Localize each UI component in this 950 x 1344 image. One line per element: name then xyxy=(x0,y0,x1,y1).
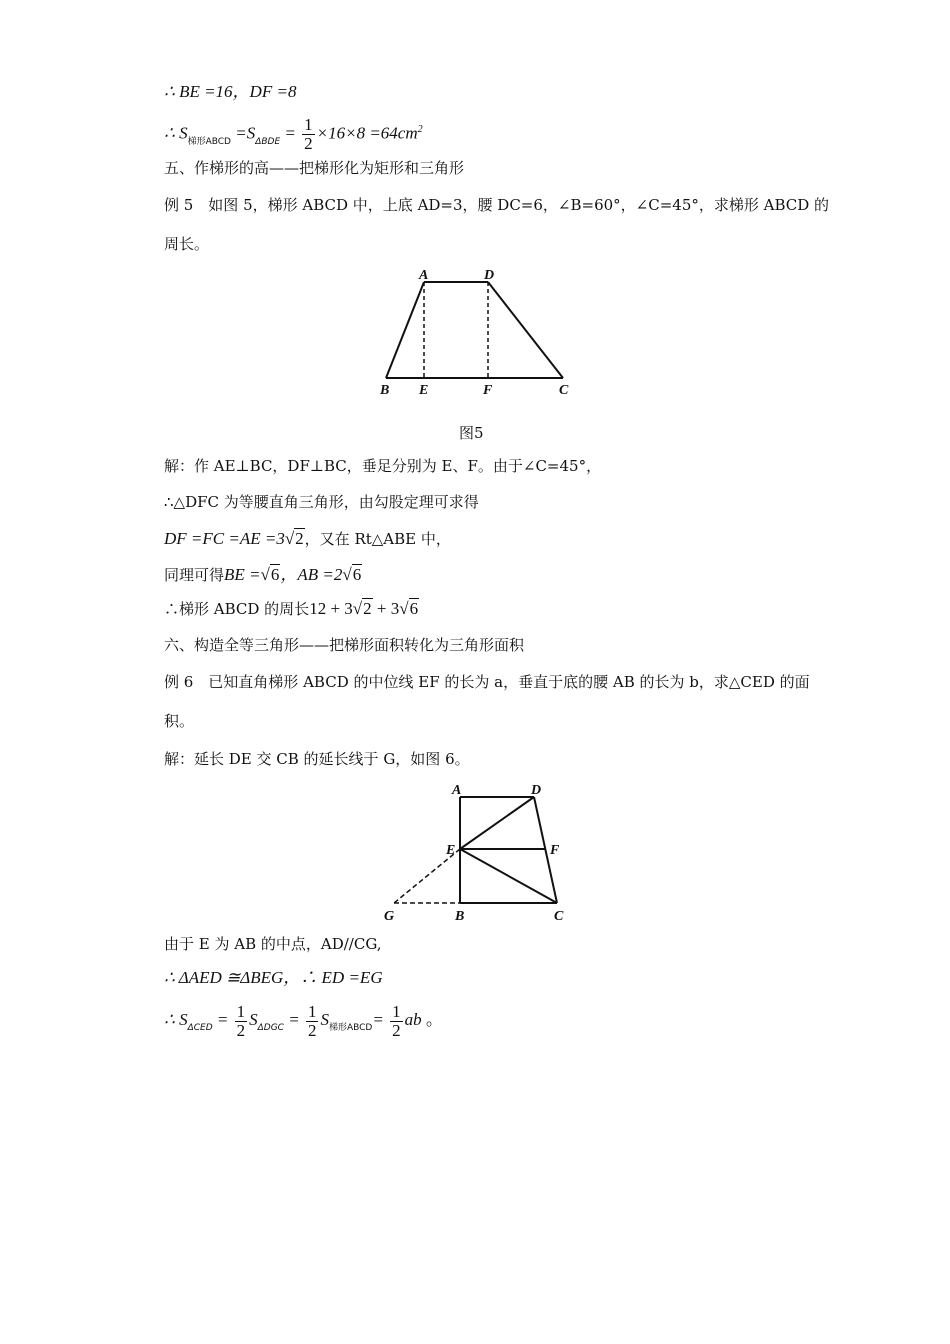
sqrt-6: √6 xyxy=(342,565,362,584)
solution-6-area-chain: ∴ $S_{\Delta CED}$ = $\frac{1}{2}$ $S_{\Delta DGC}$ = $\frac{1}{2}$ $S_{梯形ABCD}=$ $\frac{1}{2}$ ab 。 xyxy=(164,1001,443,1040)
area-subscript: ΔBDE xyxy=(255,136,281,147)
solution-6-line-2: 由于 E 为 AB 的中点，AD//CG, xyxy=(164,935,382,953)
rt-abe-text: ，又在 Rt△ABE 中， xyxy=(304,530,451,548)
area-symbol: ∴ S xyxy=(164,123,188,143)
ab-eq: ，AB =2 xyxy=(280,565,343,584)
figure-6-right-trapezoid xyxy=(380,780,580,925)
label-e: E xyxy=(446,843,456,858)
similarly-text: 同理可得 xyxy=(164,566,225,584)
solution-5-line-4 xyxy=(164,564,362,586)
fraction-half: $\frac{1}{2}$ xyxy=(307,1001,317,1040)
be-eq: BE = xyxy=(224,565,261,584)
fraction-half: $\frac{1}{2}$ xyxy=(304,115,313,154)
sqrt-2: √2 xyxy=(352,599,372,618)
sqrt-2: √2 xyxy=(284,529,304,548)
solution-5-line-2: ∴△DFC 为等腰直角三角形，由勾股定理可求得 xyxy=(164,493,479,511)
fraction-half: $\frac{1}{2}$ xyxy=(392,1001,401,1040)
figure-5-trapezoid xyxy=(376,264,582,398)
perimeter-term: 12 + 3 xyxy=(309,599,353,618)
label-e: E xyxy=(419,383,429,398)
label-d: D xyxy=(531,783,542,798)
label-c: C xyxy=(554,909,564,924)
label-a: A xyxy=(452,783,462,798)
label-f: F xyxy=(483,383,493,398)
area-eq: =S xyxy=(230,123,256,143)
label-f: F xyxy=(550,843,560,858)
label-b: B xyxy=(380,383,390,398)
example-6-text-cont: 积。 xyxy=(164,712,195,730)
solution-5-line-1: 解：作 AE⊥BC，DF⊥BC，垂足分别为 E、F。由于∠C=45°， xyxy=(164,457,602,475)
figure-5-caption: 图5 xyxy=(459,424,484,442)
label-d: D xyxy=(484,268,495,283)
sqrt-6: √6 xyxy=(399,599,419,618)
solution-6-line-1: 解：延长 DE 交 CB 的延长线于 G，如图 6。 xyxy=(164,750,470,768)
be-df-equation: ∴ BE =16，DF =8 xyxy=(164,82,297,101)
section-heading-5: 五、作梯形的高——把梯形化为矩形和三角形 xyxy=(164,159,465,177)
example-6-text: 例 6 已知直角梯形 ABCD 的中位线 EF 的长为 a，垂直于底的腰 AB 的长为 b，求△CED 的面 xyxy=(164,673,810,691)
perimeter-text: ∴梯形 ABCD 的周长 xyxy=(164,600,310,618)
label-g: G xyxy=(384,909,395,924)
example-5-text: 例 5 如图 5，梯形 ABCD 中，上底 AD=3，腰 DC=6，∠B=60°，∠C=45°，求梯形 ABCD 的 xyxy=(164,196,830,214)
exponent: 2 xyxy=(417,124,423,135)
solution-5-line-3 xyxy=(164,528,451,550)
area-subscript: 梯形ABCD xyxy=(187,136,231,147)
perimeter-term: + 3 xyxy=(372,599,400,618)
area-result: ×16×8 =64cm xyxy=(316,123,418,143)
label-c: C xyxy=(559,383,569,398)
sqrt-6: √6 xyxy=(260,565,280,584)
example-5-text-cont: 周长。 xyxy=(164,235,210,253)
df-fc-ae-eq: DF =FC =AE =3 xyxy=(164,529,285,548)
solution-6-congruence: ∴ ΔAED ≅ΔBEG，∴ ED =EG xyxy=(164,968,383,987)
solution-5-line-5 xyxy=(164,598,419,620)
section-heading-6: 六、构造全等三角形——把梯形面积转化为三角形面积 xyxy=(164,636,525,654)
equals: = xyxy=(280,123,296,143)
label-b: B xyxy=(455,909,465,924)
solution-line-be-df xyxy=(164,82,296,102)
area-formula-line xyxy=(164,112,423,155)
fraction-half: $\frac{1}{2}$ xyxy=(236,1001,246,1040)
label-a: A xyxy=(419,268,429,283)
